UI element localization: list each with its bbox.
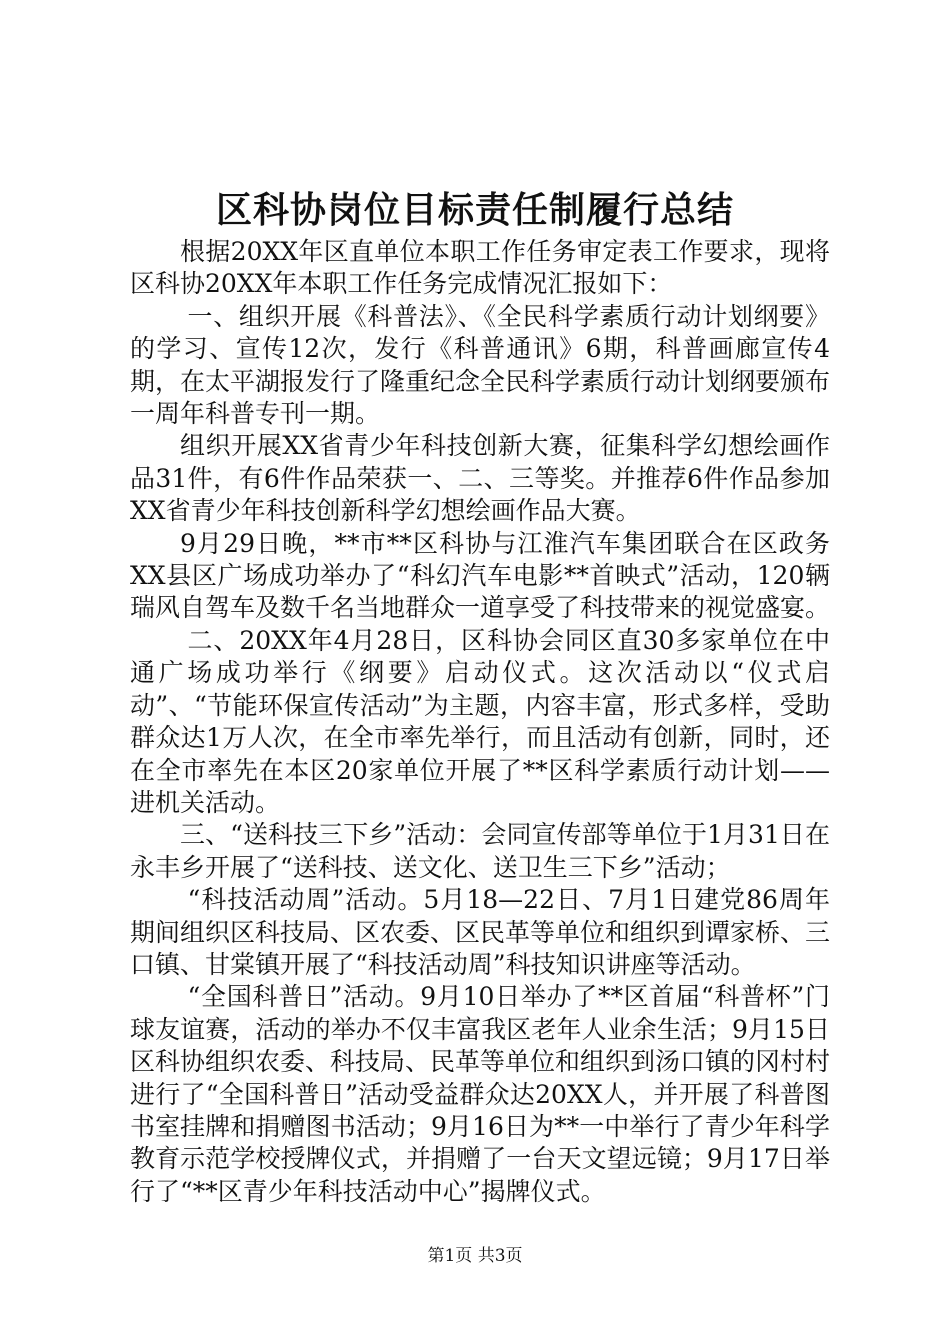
paragraph-section-three: 三、“送科技三下乡”活动：会同宣传部等单位于1月31日在永丰乡开展了“送科技、送文化、送卫生三下乡”活动； bbox=[130, 820, 830, 882]
paragraph-movie-premiere: 9月29日晚，**市**区科协与江淮汽车集团联合在区政务XX县区广场成功举办了“科幻汽车电影**首映式”活动，120辆瑞风自驾车及数千名当地群众一道享受了科技带来的视觉盛宴。 bbox=[130, 528, 831, 623]
paragraph-section-one: 一、组织开展《科普法》、《全民科学素质行动计划纲要》的学习、宣传12次，发行《科普通讯》6期，科普画廊宣传4期，在太平湖报发行了隆重纪念全民科学素质行动计划纲要颁布一周年科普专刊一期。 bbox=[130, 301, 831, 429]
paragraph-section-two: 二、20XX年4月28日，区科协会同区直30多家单位在中通广场成功举行《纲要》启动仪式。这次活动以“仪式启动”、“节能环保宣传活动”为主题，内容丰富，形式多样，受助群众达1万人次，在全市率先举行，而且活动有创新，同时，还在全市率先在本区20家单位开展了**区科学素质行动计划——进机关活动。 bbox=[130, 625, 830, 817]
paragraph-competition: 组织开展XX省青少年科技创新大赛，征集科学幻想绘画作品31件，有6件作品荣获一、二、三等奖。并推荐6件作品参加XX省青少年科技创新科学幻想绘画作品大赛。 bbox=[130, 431, 830, 526]
paragraph-tech-week: “科技活动周”活动。5月18—22日、7月1日建党86周年期间组织区科技局、区农委、区民革等单位和组织到谭家桥、三口镇、甘棠镇开展了“科技活动周”科技知识讲座等活动。 bbox=[130, 885, 831, 979]
paragraph-science-day: “全国科普日”活动。9月10日举办了**区首届“科普杯”门球友谊赛，活动的举办不仅丰富我区老年人业余生活；9月15日区科协组织农委、科技局、民革等单位和组织到汤口镇的冈村村进行了“全国科普日”活动受益群众达20XX人，并开展了科普图书室挂牌和捐赠图书活动；9月16日为**一中举行了青少年科学教育示范学校授牌仪式，并捐赠了一台天文望远镜；9月17日举行了“**区青少年科技活动中心”揭牌仪式。 bbox=[130, 982, 831, 1206]
page-footer: 第1页 共3页 bbox=[427, 1246, 523, 1266]
document-body bbox=[130, 236, 830, 1208]
paragraph-intro: 根据20XX年区直单位本职工作任务审定表工作要求，现将区科协20XX年本职工作任务完成情况汇报如下： bbox=[130, 237, 830, 299]
document-title: 区科协岗位目标责任制履行总结 bbox=[215, 189, 734, 231]
